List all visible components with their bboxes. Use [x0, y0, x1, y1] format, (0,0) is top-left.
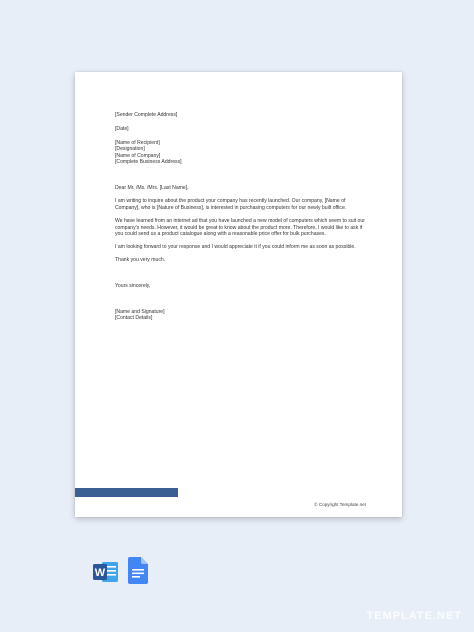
recipient-company: [Name of Company] [115, 152, 161, 159]
microsoft-word-icon[interactable] [93, 560, 119, 584]
contact-placeholder: [Contact Details] [115, 315, 153, 322]
svg-text:W: W [94, 567, 106, 579]
salutation: Dear Mr. /Ms. /Mrs. [Last Name], [115, 184, 189, 191]
copyright-text: © Copyright Template.net [314, 502, 366, 507]
letter-body [115, 112, 367, 322]
thanks-line: Thank you very much. [115, 257, 166, 264]
recipient-business-address: [Complete Business Address] [115, 159, 182, 166]
recipient-designation: [Designation] [115, 146, 145, 153]
recipient-name: [Name of Recipient] [115, 139, 160, 146]
paragraph-closing: I am looking forward to your response and I would appreciate it if you could inform me as soon as possible. [115, 244, 356, 251]
closing-line: Yours sincerely, [115, 283, 151, 290]
sender-address: [Sender Complete Address] [115, 112, 178, 118]
watermark: TEMPLATE.NET [366, 610, 462, 622]
paragraph-request: We have learned from an internet ad that you have launched a new model of computers which seem to suit our company's needs. However, it would be great to know about the product more. Therefore, I would like to ask if you could send us a product catalogue along with a reasonable price offer for bulk purchases. [115, 217, 365, 238]
accent-bar [75, 488, 178, 497]
signature-placeholder: [Name and Signature] [115, 308, 165, 315]
paragraph-inquiry: I am writing to inquire about the product your company has recently launched. Our company, [Name of Company], who is [Nature of Business], is interested in purchasing computers for our newly built office. [115, 198, 347, 211]
letter-date: [Date] [115, 125, 129, 132]
google-docs-icon[interactable] [128, 557, 148, 584]
letter-document [75, 72, 402, 517]
